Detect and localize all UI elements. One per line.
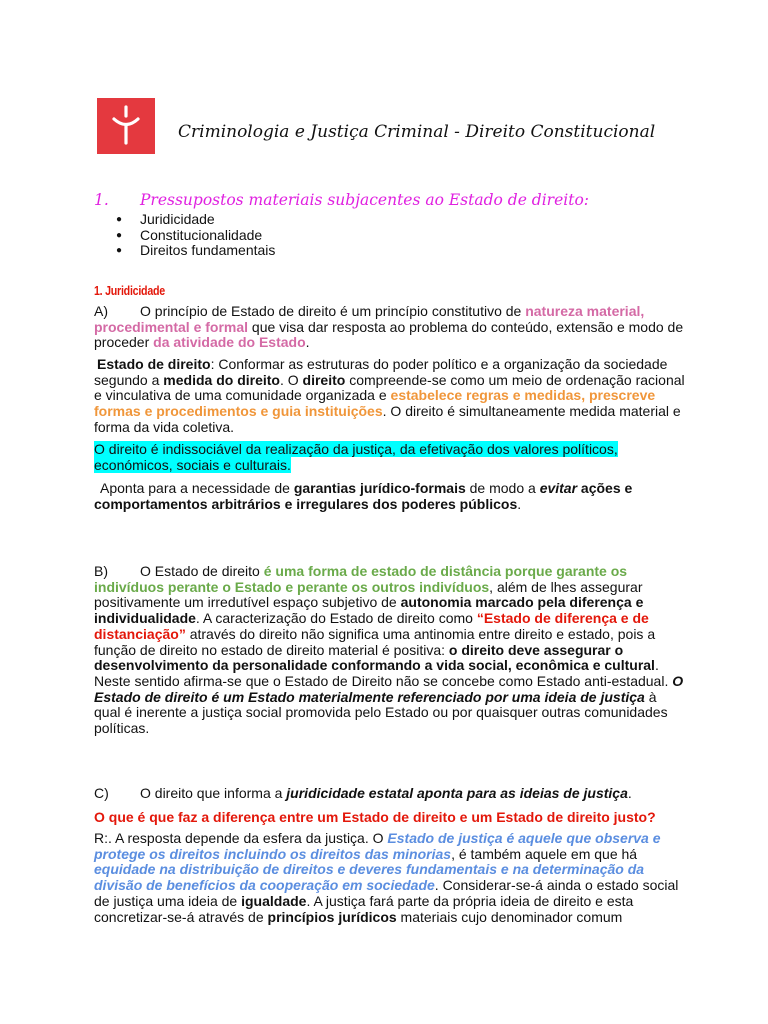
bold-text: ações e comportamentos arbitrários e irregulares dos poderes públicos xyxy=(94,480,633,512)
text: de modo a xyxy=(465,480,540,496)
document-title: Criminologia e Justiça Criminal - Direito Constitucional xyxy=(178,122,656,142)
text: . xyxy=(627,785,632,801)
paragraph-estado-de-direito xyxy=(94,357,686,436)
bold-italic-text: O Estado de direito é um Estado materialmente referenciado por uma ideia de justiça xyxy=(94,672,684,705)
text: O princípio de Estado de direito é um princípio constitutivo de xyxy=(140,303,526,319)
bold-italic-text: evitar xyxy=(539,480,578,496)
bold-text: medida do direito xyxy=(163,371,280,388)
text: através do direito não significa uma antinomia entre direito e estado, pois a função de direito no estado de direito material é positiva: xyxy=(94,625,656,658)
paragraph-aponta xyxy=(94,481,686,512)
answer-paragraph xyxy=(94,831,686,925)
section-heading xyxy=(94,191,589,209)
text: . Neste sentido afirma-se que o Estado de Direito não se concebe como Estado anti-estadual. xyxy=(94,657,673,689)
highlighted-text: é uma forma de estado de distância porque garante os indivíduos perante o Estado e perante os outros indivíduos xyxy=(94,563,628,595)
text: à qual é inerente a justiça social promovida pelo Estado ou por quaisquer outras comunidades políticas. xyxy=(94,688,668,737)
bold-text: garantias jurídico-formais xyxy=(293,480,466,496)
text: R:. A resposta depende da esfera da justiça. O xyxy=(94,830,388,846)
bold-text: direito xyxy=(302,371,346,388)
highlighted-text: Estado de justiça é aquele que observa e protege os direitos incluindo os direitos das minorias xyxy=(94,830,661,862)
text: . A justiça fará parte da própria ideia de direito e esta concretizar-se-á através de xyxy=(94,892,634,925)
text: , além de lhes assegurar positivamente um irredutível espaço subjetivo de xyxy=(94,578,643,611)
section-number: 1. xyxy=(94,191,109,209)
highlighted-text: equidade na distribuição de direitos e deveres fundamentais e na determinação da divisão de benefícios da cooperação em sociedade xyxy=(94,861,645,894)
paragraph-b xyxy=(94,564,686,737)
text: . xyxy=(517,495,522,512)
bold-text: autonomia marcado pela diferença e individualidade xyxy=(94,594,644,627)
list-item: ● Juridicidade xyxy=(94,212,275,228)
paragraph-c xyxy=(94,786,686,802)
section-title: Pressupostos materiais subjacentes ao Estado de direito: xyxy=(140,191,590,209)
bold-text: princípios jurídicos xyxy=(267,908,397,925)
list-item: ● Constitucionalidade xyxy=(94,228,275,244)
bold-text: Estado de direito xyxy=(97,356,211,372)
paragraph-label: B) xyxy=(94,563,108,579)
text: O direito que informa a xyxy=(140,785,287,801)
text: O Estado de direito xyxy=(140,563,264,579)
text: materiais cujo denominador comum xyxy=(396,908,623,925)
text: Aponta para a necessidade de xyxy=(100,480,294,496)
text: que visa dar resposta ao problema do conteúdo, extensão e modo de proceder xyxy=(94,318,684,351)
subsection-heading: 1. Juridicidade xyxy=(94,283,165,298)
highlighted-text: “Estado de diferença e de distanciação” xyxy=(94,610,649,642)
highlighted-text: estabelece regras e medidas, prescreve formas e procedimentos e guia instituições xyxy=(94,387,656,420)
text: : Conformar as estruturas do poder político e a organização da sociedade segundo a xyxy=(94,356,668,388)
text: . xyxy=(305,334,310,351)
bold-text: o direito deve assegurar o desenvolvimento da personalidade conformando a vida social, econômica e cultural xyxy=(94,641,655,674)
text: compreende-se como um meio de ordenação racional e vinculativa de uma comunidade organizada e xyxy=(94,371,685,404)
text: . A caracterização do Estado de direito como xyxy=(195,610,477,627)
text: . O xyxy=(279,371,303,388)
university-logo xyxy=(97,98,155,154)
text: . Considerar-se-á ainda o estado social de justiça uma ideia de xyxy=(94,877,679,909)
text: . O direito é simultaneamente medida material e forma da vida coletiva. xyxy=(94,403,681,435)
question-line xyxy=(94,810,686,826)
paragraph-label: A) xyxy=(94,303,108,319)
list-item: ● Direitos fundamentais xyxy=(94,243,275,259)
bold-text: igualdade xyxy=(241,892,307,909)
cyan-highlight-text: O direito é indissociável da realização da justiça, da efetivação dos valores políticos, económicos, sociais e culturais. xyxy=(94,441,618,473)
highlighted-text: da atividade do Estado xyxy=(153,334,306,351)
paragraph-label: C) xyxy=(94,785,109,801)
highlighted-paragraph xyxy=(94,442,686,473)
paragraph-a xyxy=(94,304,686,351)
topics-list xyxy=(94,212,275,259)
bold-italic-text: juridicidade estatal aponta para as ideias de justiça xyxy=(286,785,628,801)
text: , é também aquele em que há xyxy=(451,845,638,862)
highlighted-text: natureza material, procedimental e formal xyxy=(94,303,645,335)
question-text: O que é que faz a diferença entre um Estado de direito e um Estado de direito justo? xyxy=(94,809,656,825)
logo-symbol-icon xyxy=(97,98,155,154)
